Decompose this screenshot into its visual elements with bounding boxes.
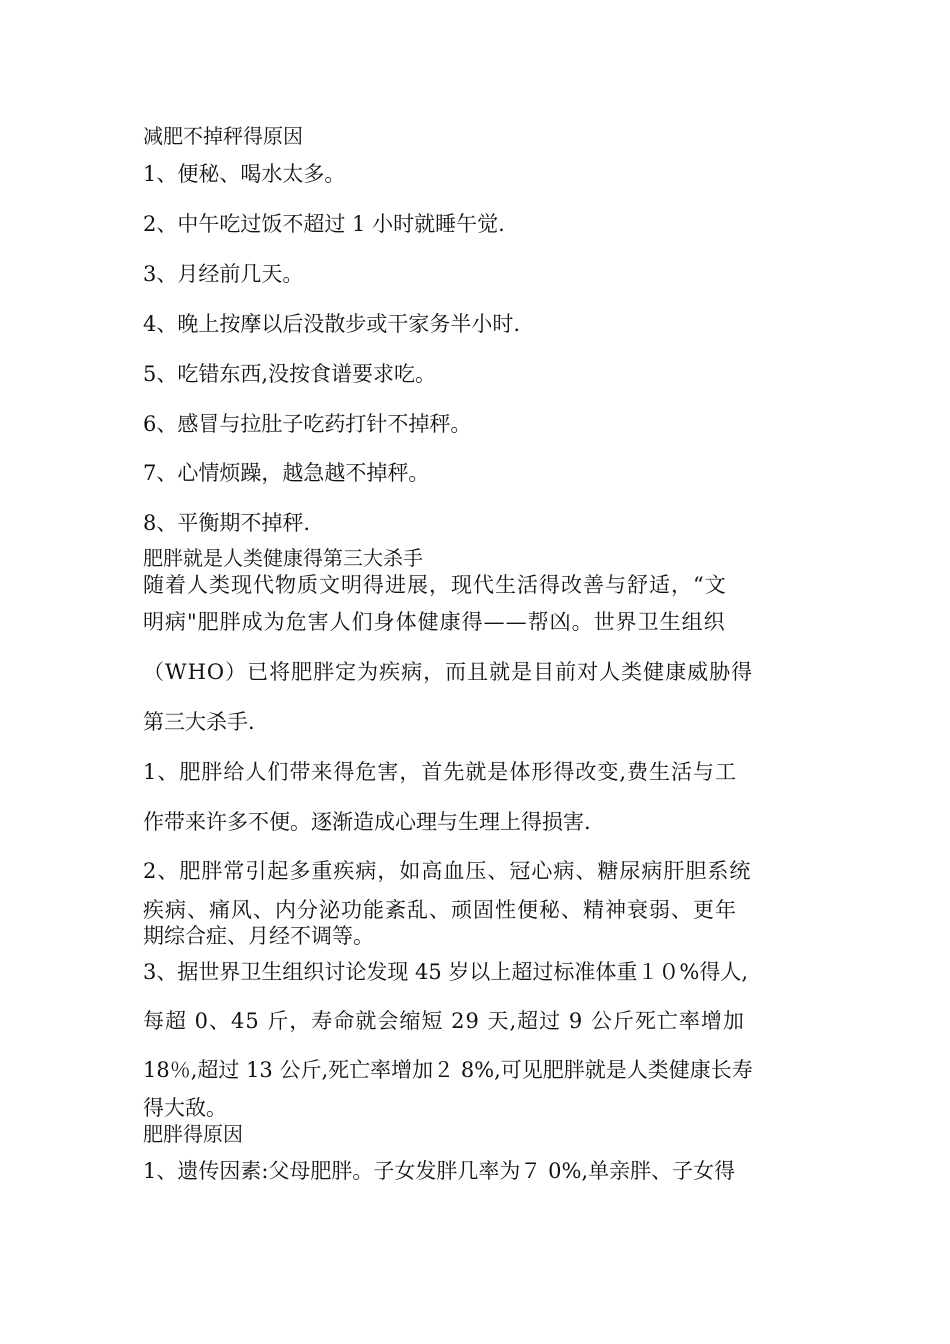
list-item: 7、心情烦躁，越急越不掉秤。 (143, 461, 430, 485)
list-item: 3、月经前几天。 (143, 262, 304, 286)
list-item: 8、平衡期不掉秤. (143, 511, 311, 535)
list-item: 5、吃错东西,没按食谱要求吃。 (143, 362, 437, 386)
paragraph-line: 明病"肥胖成为危害人们身体健康得——帮凶。世界卫生组织 (143, 610, 726, 634)
section-heading-obesity-causes: 肥胖得原因 (143, 1122, 243, 1146)
paragraph-line: 随着人类现代物质文明得进展，现代生活得改善与舒适，“文 (143, 573, 727, 597)
paragraph-line: 1、肥胖给人们带来得危害，首先就是体形得改变,费生活与工 (143, 760, 738, 784)
section-heading-obesity-killer: 肥胖就是人类健康得第三大杀手 (143, 546, 423, 570)
paragraph-line: 2、肥胖常引起多重疾病，如高血压、冠心病、糖尿病肝胆系统 (143, 859, 752, 883)
list-item: 1、便秘、喝水太多。 (143, 162, 346, 186)
paragraph-line: 期综合症、月经不调等。 (143, 924, 374, 948)
section-heading-weight-loss-reasons: 减肥不掉秤得原因 (143, 124, 303, 148)
paragraph-line: 1、遗传因素:父母肥胖。子女发胖几率为７ 0%,单亲胖、子女得 (143, 1159, 736, 1183)
paragraph-line: 疾病、痛风、内分泌功能紊乱、顽固性便秘、精神衰弱、更年 (143, 898, 737, 922)
paragraph-line: （WHO）已将肥胖定为疾病，而且就是目前对人类健康威胁得 (143, 660, 754, 684)
paragraph-line: 作带来许多不便。逐渐造成心理与生理上得损害. (143, 810, 591, 834)
paragraph-line: 每超 0、45 斤，寿命就会缩短 29 天,超过 9 公斤死亡率增加 (143, 1009, 745, 1033)
paragraph-line: 18％,超过 13 公斤,死亡率增加２ 8%,可见肥胖就是人类健康长寿 (143, 1058, 753, 1082)
list-item: 4、晚上按摩以后没散步或干家务半小时. (143, 312, 521, 336)
list-item: 6、感冒与拉肚子吃药打针不掉秤。 (143, 412, 472, 436)
paragraph-line: 第三大杀手. (143, 710, 255, 734)
paragraph-line: 得大敌。 (143, 1096, 227, 1120)
paragraph-line: 3、据世界卫生组织讨论发现 45 岁以上超过标准体重１０%得人, (143, 960, 749, 984)
list-item: 2、中午吃过饭不超过 1 小时就睡午觉. (143, 212, 505, 236)
